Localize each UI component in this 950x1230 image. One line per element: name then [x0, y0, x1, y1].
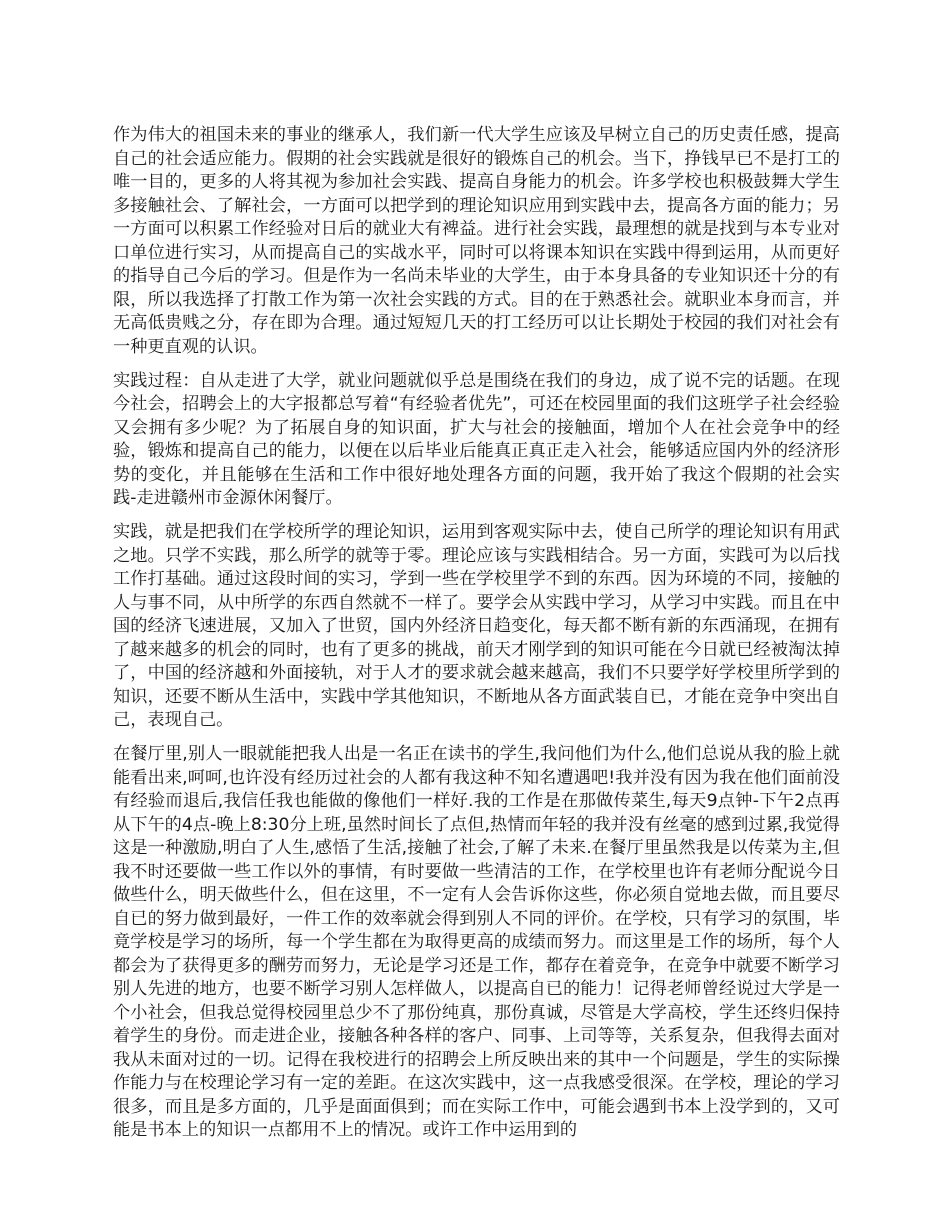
paragraph-practice-process: 实践过程：自从走进了大学，就业问题就似乎总是围绕在我们的身边，成了说不完的话题。在现今社会，招聘会上的大字报都总写着“有经验者优先”，可还在校园里面的我们这班学子社会经验又会拥有多少呢？为了拓展自身的知识面，扩大与社会的接触面，增加个人在社会竞争中的经验，锻炼和提高自己的能力，以便在以后毕业后能真正真正走入社会，能够适应国内外的经济形势的变化，并且能够在生活和工作中很好地处理各方面的问题，我开始了我这个假期的社会实践-走进赣州市金源休闲餐厅。 [113, 370, 840, 508]
paragraph-practice-meaning: 实践，就是把我们在学校所学的理论知识，运用到客观实际中去，使自己所学的理论知识有用武之地。只学不实践，那么所学的就等于零。理论应该与实践相结合。另一方面，实践可为以后找工作打基础。通过这段时间的实习，学到一些在学校里学不到的东西。因为环境的不同，接触的人与事不同，从中所学的东西自然就不一样了。要学会从实践中学习，从学习中实践。而且在中国的经济飞速进展，又加入了世贸，国内外经济日趋变化，每天都不断有新的东西涌现，在拥有了越来越多的机会的同时，也有了更多的挑战，前天才刚学到的知识可能在今日就已经被淘汰掉了，中国的经济越和外面接轨，对于人才的要求就会越来越高，我们不只要学好学校里所学到的知识，还要不断从生活中，实践中学其他知识，不断地从各方面武装自已，才能在竞争中突出自己，表现自己。 [113, 522, 840, 730]
paragraph-restaurant-experience: 在餐厅里,别人一眼就能把我人出是一名正在读书的学生,我问他们为什么,他们总说从我的脸上就能看出来,呵呵,也许没有经历过社会的人都有我这种不知名遭遇吧!我并没有因为我在他们面前没有经验而退后,我信任我也能做的像他们一样好.我的工作是在那做传菜生,每天9点钟-下午2点再从下午的4点-晚上8:30分上班,虽然时间长了点但,热情而年轻的我并没有丝毫的感到过累,我觉得这是一种激励,明白了人生,感悟了生活,接触了社会,了解了未来.在餐厅里虽然我是以传菜为主,但我不时还要做一些工作以外的事情，有时要做一些清洁的工作，在学校里也许有老师分配说今日做些什么，明天做些什么，但在这里，不一定有人会告诉你这些，你必须自觉地去做，而且要尽自已的努力做到最好，一件工作的效率就会得到别人不同的评价。在学校，只有学习的氛围，毕竟学校是学习的场所，每一个学生都在为取得更高的成绩而努力。而这里是工作的场所，每个人都会为了获得更多的酬劳而努力，无论是学习还是工作，都存在着竞争，在竞争中就要不断学习别人先进的地方，也要不断学习别人怎样做人，以提高自已的能力！记得老师曾经说过大学是一个小社会，但我总觉得校园里总少不了那份纯真，那份真诚，尽管是大学高校，学生还终归保持着学生的身份。而走进企业，接触各种各样的客户、同事、上司等等，关系复杂，但我得去面对我从未面对过的一切。记得在我校进行的招聘会上所反映出来的其中一个问题是，学生的实际操作能力与在校理论学习有一定的差距。在这次实践中，这一点我感受很深。在学校，理论的学习很多，而且是多方面的，几乎是面面俱到；而在实际工作中，可能会遇到书本上没学到的，又可能是书本上的知识一点都用不上的情况。或许工作中运用到的 [113, 744, 840, 1140]
document-body [113, 124, 840, 1153]
paragraph-intro: 作为伟大的祖国未来的事业的继承人，我们新一代大学生应该及早树立自己的历史责任感，提高自己的社会适应能力。假期的社会实践就是很好的锻炼自己的机会。当下，挣钱早已不是打工的唯一目的，更多的人将其视为参加社会实践、提高自身能力的机会。许多学校也积极鼓舞大学生多接触社会、了解社会，一方面可以把学到的理论知识应用到实践中去，提高各方面的能力；另一方面可以积累工作经验对日后的就业大有裨益。进行社会实践，最理想的就是找到与本专业对口单位进行实习，从而提高自己的实战水平，同时可以将课本知识在实践中得到运用，从而更好的指导自己今后的学习。但是作为一名尚未毕业的大学生，由于本身具备的专业知识还十分的有限，所以我选择了打散工作为第一次社会实践的方式。目的在于熟悉社会。就职业本身而言，并无高低贵贱之分，存在即为合理。通过短短几天的打工经历可以让长期处于校园的我们对社会有一种更直观的认识。 [113, 125, 840, 357]
